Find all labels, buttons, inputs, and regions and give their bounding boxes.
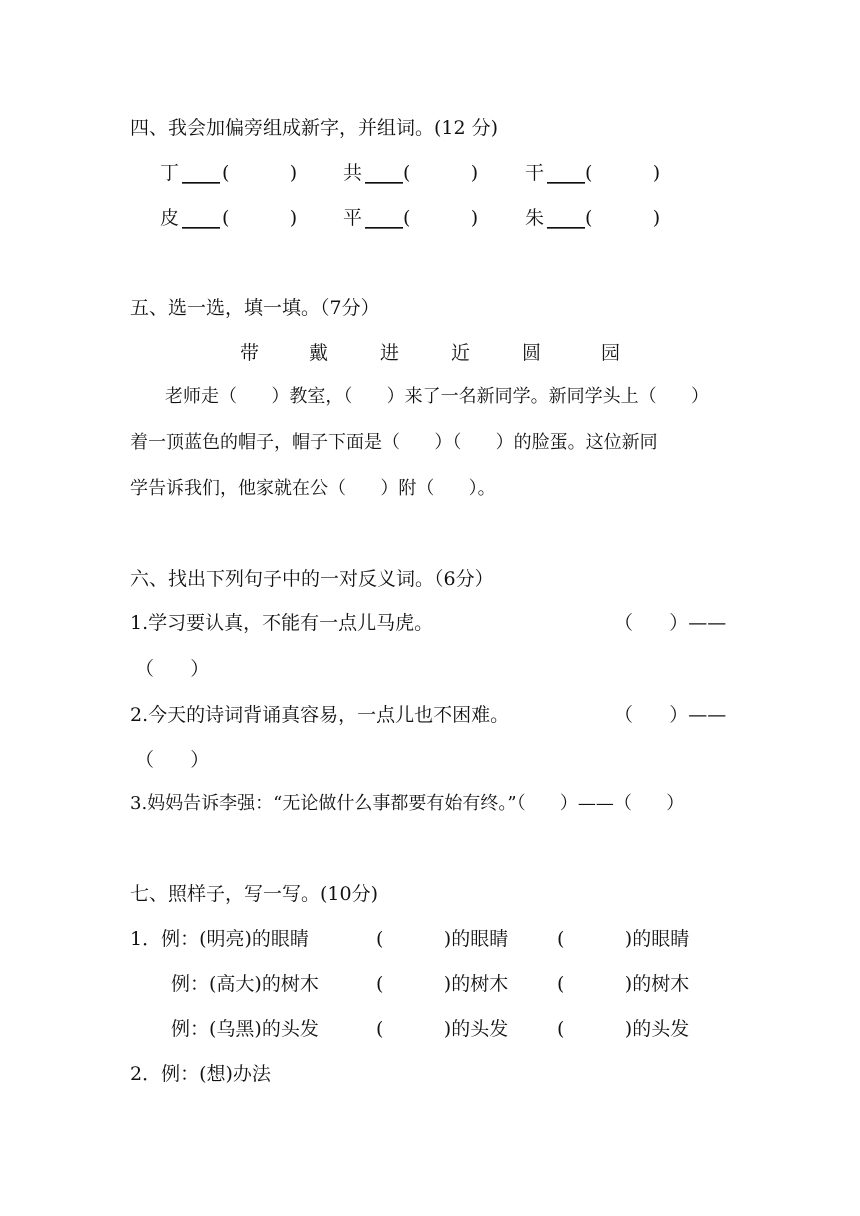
option-char: 进 (380, 342, 400, 364)
s7-row1-col2[interactable]: ( )的眼睛 (557, 928, 690, 950)
s4-r1-c2-char: 共 (343, 162, 363, 184)
s4-r2-c2-char: 平 (343, 207, 363, 229)
s7-row1-col1[interactable]: ( )的眼睛 (376, 928, 509, 950)
s7-row3-col2[interactable]: ( )的头发 (557, 1018, 690, 1040)
s4-r2-c2-blank[interactable]: ____ (365, 207, 403, 229)
s4-r2-c1-paren[interactable]: ( ) (222, 207, 298, 229)
s6-item2-answer[interactable]: （ ）—— (614, 704, 727, 726)
s4-r2-c1-char: 皮 (160, 207, 180, 229)
s7-row3-col1[interactable]: ( )的头发 (376, 1018, 509, 1040)
s4-r1-c2-paren[interactable]: ( ) (403, 162, 479, 184)
s7-row2-example: 例：(高大)的树木 (171, 973, 319, 995)
passage-line-2: 着一顶蓝色的帽子，帽子下面是（ ）（ ）的脸蛋。这位新同 (130, 432, 658, 453)
s4-r1-c3-char: 干 (525, 162, 545, 184)
s4-r1-c2-blank[interactable]: ____ (365, 162, 403, 184)
s6-item1-answer2[interactable]: （ ） (135, 658, 210, 680)
section6-heading: 六、找出下列句子中的一对反义词。（6分） (130, 568, 494, 590)
option-char: 园 (601, 342, 621, 364)
option-char: 带 (240, 342, 260, 364)
passage-line-3: 学告诉我们，他家就在公（ ）附（ ）。 (130, 478, 496, 499)
passage-line-1: 老师走（ ）教室，（ ）来了一名新同学。新同学头上（ ） (165, 386, 709, 407)
s4-r1-c1-blank[interactable]: ____ (182, 162, 220, 184)
s4-r2-c2-paren[interactable]: ( ) (403, 207, 479, 229)
s4-r2-c1-blank[interactable]: ____ (182, 207, 220, 229)
s6-item2-answer2[interactable]: （ ） (135, 749, 210, 771)
section5-heading: 五、选一选，填一填。（7分） (130, 297, 380, 319)
s4-r1-c3-blank[interactable]: ____ (547, 162, 585, 184)
s4-r2-c3-paren[interactable]: ( ) (585, 207, 661, 229)
s6-item2-text: 2.今天的诗词背诵真容易，一点儿也不困难。 (130, 704, 510, 726)
s4-r1-c1-paren[interactable]: ( ) (222, 162, 298, 184)
s7-row3-example: 例：(乌黑)的头发 (171, 1018, 319, 1040)
s7-row2-col2[interactable]: ( )的树木 (557, 973, 690, 995)
option-char: 戴 (309, 342, 329, 364)
option-char: 圆 (522, 342, 542, 364)
section4-heading: 四、我会加偏旁组成新字，并组词。(12 分) (130, 117, 499, 139)
s7-row1-example: 1．例：(明亮)的眼睛 (130, 928, 309, 950)
s7-row2-col1[interactable]: ( )的树木 (376, 973, 509, 995)
s7-item2: 2．例：(想)办法 (130, 1063, 271, 1085)
s4-r2-c3-blank[interactable]: ____ (547, 207, 585, 229)
s4-r1-c1-char: 丁 (160, 162, 180, 184)
s6-item1-text: 1.学习要认真，不能有一点儿马虎。 (130, 612, 434, 634)
section7-heading: 七、照样子，写一写。(10分) (130, 883, 379, 905)
s4-r2-c3-char: 朱 (525, 207, 545, 229)
option-char: 近 (451, 342, 471, 364)
s4-r1-c3-paren[interactable]: ( ) (585, 162, 661, 184)
s6-item3-text: 3.妈妈告诉李强：“无论做什么事都要有始有终。”（ ）——（ ） (130, 793, 685, 814)
s6-item1-answer[interactable]: （ ）—— (614, 612, 727, 634)
